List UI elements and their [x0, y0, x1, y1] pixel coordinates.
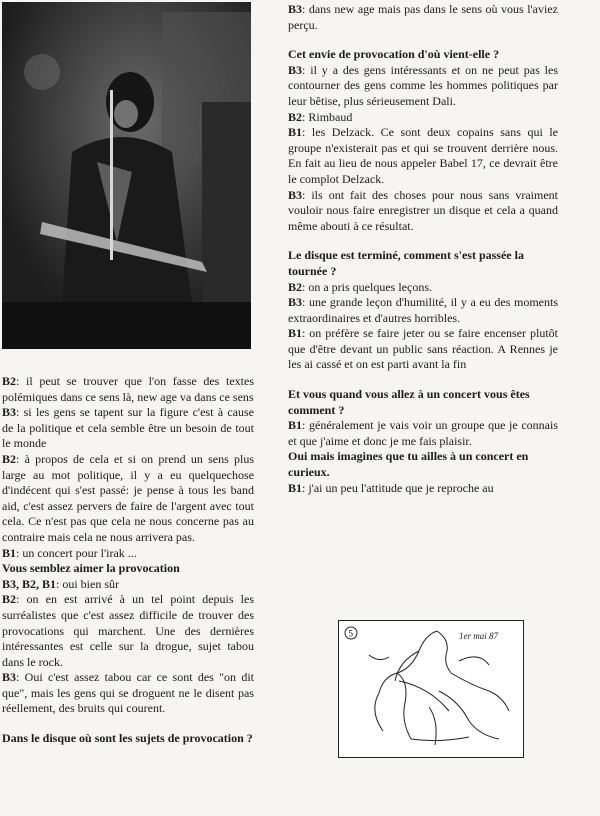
line-2: B3: si les gens se tapent sur la figure c'est à cause de la politique et cela semble être un besoin de tout le monde	[2, 405, 254, 451]
question: Oui mais imagines que tu ailles à un concert en curieux.	[288, 449, 529, 480]
drawing-date: 1er mai 87	[459, 631, 498, 641]
question: Le disque est terminé, comment s'est passée la tournée ?	[288, 248, 524, 278]
answer: B1: on préfère se faire jeter ou se faire encenser plutôt que d'être devant un public sans réaction. A Rennes je les ai cassé et on est parti avant la fin	[288, 326, 558, 372]
left-column	[2, 374, 254, 747]
answer: B3: ils ont fait des choses pour nous sans vraiment vouloir nous faire enregistrer un disque et cela a quand même abouti à ce résultat.	[288, 187, 558, 233]
question: Cet envie de provocation d'où vient-elle ?	[288, 47, 500, 62]
intro: B3: dans new age mais pas dans le sens où vous l'aviez perçu.	[288, 2, 558, 32]
answer: B3, B2, B1: oui bien sûr	[2, 576, 120, 591]
band-photo	[2, 2, 251, 349]
answer: B1: les Delzack. Ce sont deux copains sans qui le groupe n'existerait pas et qui se trouvent derrière nous. En fait au lieu de nous appeler Babel 17, ce devrait être le complot Delzack.	[288, 125, 558, 186]
answer: B1: j'ai un peu l'attitude que je reproche au	[288, 480, 494, 495]
answer: B1: généralement je vais voir un groupe que je connais et que j'aime et donc je me fais plaisir.	[288, 418, 558, 448]
question: Dans le disque où sont les sujets de provocation ?	[2, 731, 253, 746]
answer: B2: on a pris quelques leçons.	[288, 279, 432, 294]
question: Et vous quand vous allez à un concert vous êtes comment ?	[288, 387, 530, 417]
line-4: B1: un concert pour l'irak ...	[2, 545, 137, 560]
horse-sketch	[338, 620, 524, 758]
question: Vous semblez aimer la provocation	[2, 561, 180, 576]
line-1: B2: il peut se trouver que l'on fasse des textes polémiques dans ce sens là, new age va dans ce sens	[2, 374, 254, 404]
line-3: B2: à propos de cela et si on prend un sens plus large au mot politique, il y a eu quelquechose d'indécent qui s'est passé: je pense à tous les band aid, c'est assez pervers de faire de l'argent avec tout cela. Ce n'est pas que cela ne nous concerne pas au contraire mais cela ne nous arrivera pas.	[2, 451, 254, 544]
right-column	[288, 2, 558, 496]
answer: B3: Oui c'est assez tabou car ce sont des "on dit que", mais les gens qui se droguent ne le disent pas réellement, des bruits qui courent.	[2, 670, 254, 716]
answer: B3: une grande leçon d'humilité, il y a eu des moments extraordinaires et d'autres horribles.	[288, 295, 558, 325]
drawing-number: 5	[348, 628, 353, 639]
answer: B3: il y a des gens intéressants et on ne peut pas les contourner des gens comme les hommes politiques par leur bêtise, plus sérieusement Dali.	[288, 62, 558, 108]
answer: B2: Rimbaud	[288, 109, 353, 124]
answer: B2: on en est arrivé à un tel point depuis les surréalistes que c'est assez difficile de trouver des provocations qui marchent. Une des dernières intéressantes est celle sur la drogue, sujet tabou dans le rock.	[2, 592, 254, 669]
